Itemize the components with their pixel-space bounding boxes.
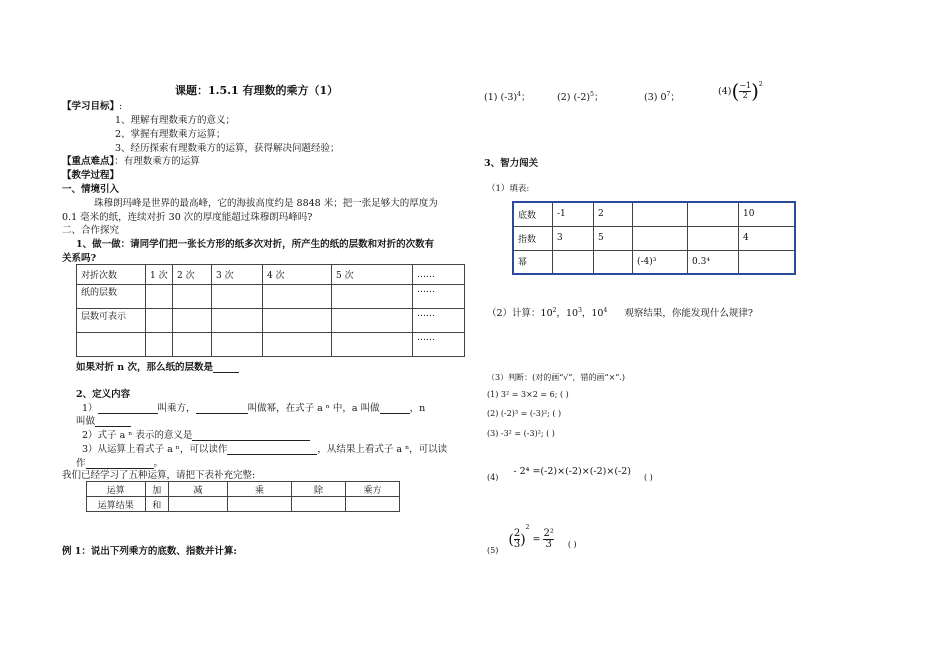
table-cell: 5 次 xyxy=(332,265,413,285)
table-cell: 乘方 xyxy=(346,482,400,497)
goals-colon: : xyxy=(119,101,123,112)
judge-item: (2) (-2)³ = (-3)²; ( ) xyxy=(487,409,562,418)
table-row xyxy=(87,482,400,497)
exercise-3: (3) $0^7$； xyxy=(644,90,680,103)
table-cell xyxy=(633,202,688,226)
table-cell: 10 xyxy=(739,202,796,226)
table-cell xyxy=(633,226,688,250)
table-cell: …… xyxy=(413,309,465,333)
section-heading: 一、情境引入 xyxy=(62,184,120,195)
table-cell: -1 xyxy=(553,202,594,226)
section-heading: 二、合作探究 xyxy=(62,225,120,236)
fraction: $\frac{2}{3}$ xyxy=(513,527,521,550)
table-cell: …… xyxy=(413,333,465,357)
n-fold-line: 如果对折 n 次，那么纸的层数是 xyxy=(76,359,239,373)
definition-line-1: 1） 叫乘方， 叫做幂，在式子 a ⁿ 中，a 叫做 ，n xyxy=(82,403,426,414)
table-row xyxy=(77,285,465,309)
table-cell: (-4)³ xyxy=(633,250,688,274)
table-cell: 2 次 xyxy=(173,265,212,285)
table-cell: 幂 xyxy=(513,250,553,274)
table-cell: 3 xyxy=(553,226,594,250)
table-row xyxy=(513,250,795,274)
table-cell xyxy=(688,202,739,226)
example-heading: 例 1：说出下列乘方的底数、指数并计算: xyxy=(62,546,237,557)
process-heading: 【教学过程】 xyxy=(62,170,120,181)
table-cell xyxy=(553,250,594,274)
table-cell: 0.3⁴ xyxy=(688,250,739,274)
goal-item: 2、掌握有理数乘方运算； xyxy=(115,129,226,140)
power-table xyxy=(512,201,796,275)
intro-text: 珠穆朗玛峰是世界的最高峰，它的海拔高度约是 8848 米；把一张足够大的厚度为 xyxy=(94,198,438,209)
table-row xyxy=(513,202,795,226)
ops-intro: 我们已经学习了五种运算，请把下表补充完整: xyxy=(62,470,256,481)
judge-item: (1) 3² = 3×2 = 6; ( ) xyxy=(487,390,569,399)
table-cell: 1 次 xyxy=(146,265,173,285)
judge-instruction: （3）判断：(对的画“√”，错的画“×”.) xyxy=(487,373,626,382)
goal-item: 3、经历探索有理数乘方的运算，获得解决问题经验； xyxy=(115,143,340,154)
fraction: $\frac{\text{2²}}{3}$ xyxy=(543,527,554,550)
definition-line-3: 3）从运算上看式子 a ⁿ，可以读作 ，从结果上看式子 a ⁿ，可以读 xyxy=(82,444,448,455)
judge-item-4: (4) - 2⁴ =(-2)×(-2)×(-2)×(-2) ( ) xyxy=(487,466,653,482)
definition-line-3b: 作 。 xyxy=(76,458,164,469)
table-cell: 运算 xyxy=(87,482,146,497)
exercise-4: (4) ( $\frac{-1}{2}$ ) $^2$ xyxy=(718,79,763,103)
judge-item: (3) -3² = (-3)²; ( ) xyxy=(487,429,555,438)
exercise-1: (1) $(-3)^4$； xyxy=(484,90,531,103)
table-cell: 运算结果 xyxy=(87,497,146,512)
table-cell xyxy=(739,250,796,274)
definition-heading: 2、定义内容 xyxy=(76,389,131,400)
table-cell: 除 xyxy=(292,482,346,497)
table-row xyxy=(513,226,795,250)
table-cell: 指数 xyxy=(513,226,553,250)
lesson-title: 课题：1.5.1 有理数的乘方（1） xyxy=(175,84,339,97)
table-cell: …… xyxy=(413,265,465,285)
table-row xyxy=(77,309,465,333)
goal-item: 1、理解有理数乘方的意义； xyxy=(115,115,236,126)
exercise-2: (2) $(-2)^5$； xyxy=(557,90,604,103)
blank-line xyxy=(213,362,239,373)
ops-table xyxy=(86,481,400,512)
definition-line-1b: 叫做 xyxy=(76,413,131,427)
table-cell: 4 次 xyxy=(263,265,332,285)
table-cell xyxy=(594,250,633,274)
table-cell: 2 xyxy=(594,202,633,226)
key-line xyxy=(62,153,200,167)
table-row xyxy=(77,265,465,285)
key-text: ：有理数乘方的运算 xyxy=(114,156,200,167)
left-paren: ( xyxy=(731,79,740,103)
fold-table xyxy=(76,264,465,357)
judge-item-5: (5) ( $\frac{2}{3}$ ) 2 = $\frac{\text{2²}}{3}$ ( ) xyxy=(487,524,577,555)
question-text: 1、做一做：请同学们把一张长方形的纸多次对折，所产生的纸的层数和对折的次数有 xyxy=(76,239,435,250)
table-cell xyxy=(77,333,146,357)
goals-line xyxy=(62,98,122,112)
question-text: 关系吗? xyxy=(62,253,97,264)
table-cell xyxy=(688,226,739,250)
table-cell: 4 xyxy=(739,226,796,250)
key-heading: 【重点难点】 xyxy=(62,156,115,167)
table-row xyxy=(87,497,400,512)
definition-line-2: 2）式子 a ⁿ 表示的意义是 xyxy=(82,427,310,441)
table-row xyxy=(77,333,465,357)
table-cell: 加 xyxy=(145,482,168,497)
table-cell: 5 xyxy=(594,226,633,250)
table-cell: 对折次数 xyxy=(77,265,146,285)
table-cell: 底数 xyxy=(513,202,553,226)
fill-instruction: （1）填表: xyxy=(487,184,530,194)
intro-text: 0.1 毫米的纸，连续对折 30 次的厚度能超过珠穆朗玛峰吗? xyxy=(62,212,313,223)
goals-heading: 【学习目标】 xyxy=(62,101,120,112)
section-heading: 3、智力闯关 xyxy=(484,158,539,169)
table-cell: …… xyxy=(413,285,465,309)
table-cell: 和 xyxy=(145,497,168,512)
table-cell: 乘 xyxy=(228,482,292,497)
table-cell: 纸的层数 xyxy=(77,285,146,309)
fraction: $\frac{-1}{2}$ xyxy=(739,81,752,100)
table-cell: 减 xyxy=(169,482,228,497)
calc-question: （2）计算：$10^2$，$10^3$，$10^4$ 观察结果，你能发现什么规律? xyxy=(487,306,753,319)
right-paren: ) xyxy=(751,79,759,103)
table-cell: 3 次 xyxy=(212,265,263,285)
table-cell: 层数可表示 xyxy=(77,309,146,333)
